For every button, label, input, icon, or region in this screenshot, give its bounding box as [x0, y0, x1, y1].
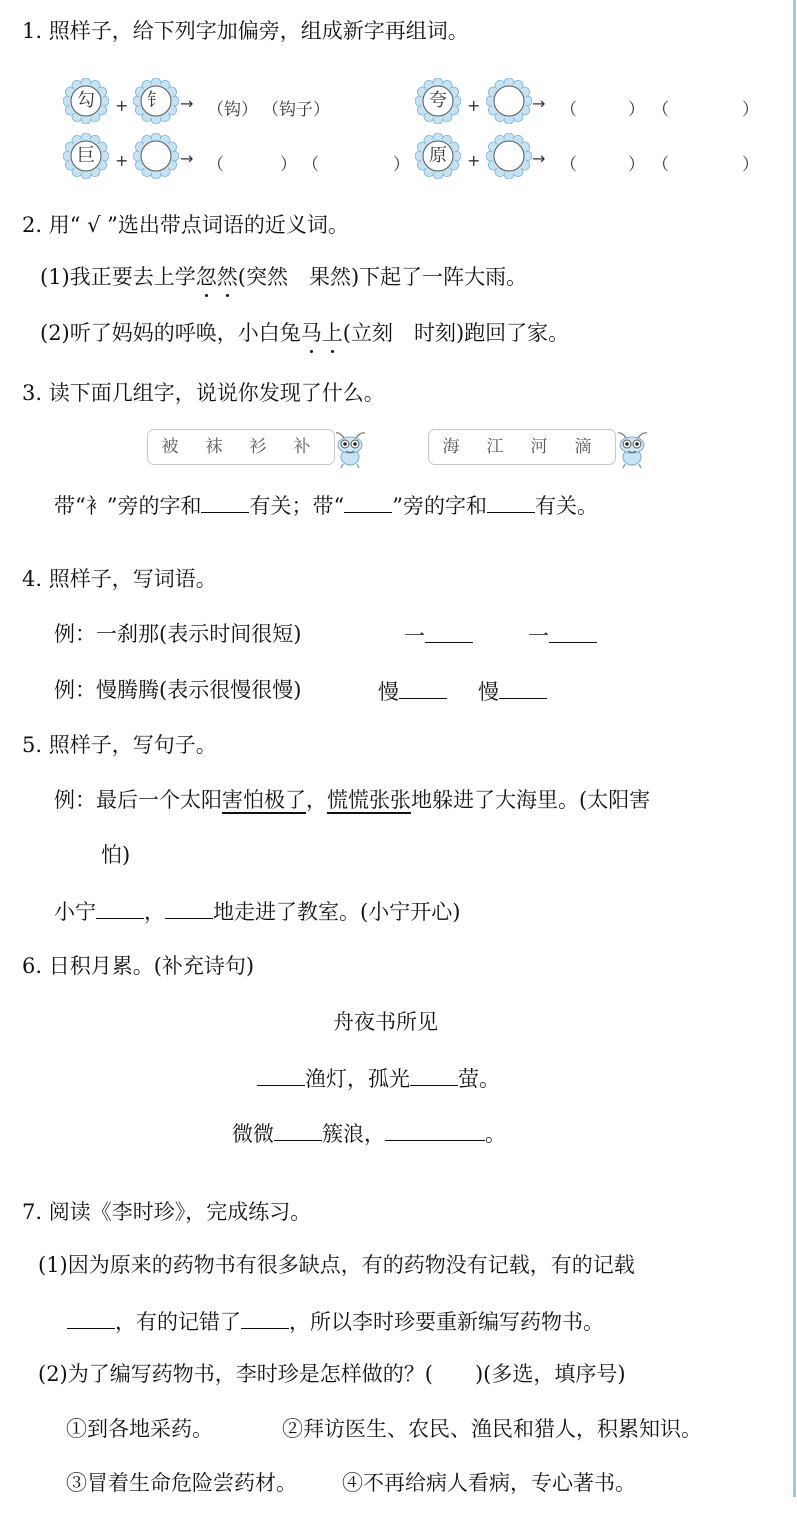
dotted-char: 忽 [195, 265, 217, 289]
q4-fill-1a [404, 620, 473, 650]
option-4: ④不再给病人看病，专心著书。 [342, 1471, 636, 1495]
char-answer-close: ） [280, 155, 297, 175]
char-answer-close: ） [628, 100, 645, 120]
example-label: 例： [54, 788, 96, 812]
q5-example [54, 786, 650, 814]
sub1-text: ，有的记错了 [115, 1310, 241, 1334]
example-text: ， [306, 788, 327, 812]
arrow-icon: → [180, 94, 194, 113]
fill-blank[interactable] [385, 1118, 485, 1141]
q3-title: 3. 读下面几组字，说说你发现了什么。 [22, 381, 385, 405]
char-answer: （钩） [207, 100, 258, 120]
q7-sub1-line1: (1)因为原来的药物书有很多缺点，有的药物没有记载，有的记载 [38, 1253, 635, 1277]
bug-mascot-icon [616, 430, 650, 470]
q2-item-1 [40, 263, 527, 291]
flower-circle-blank[interactable] [486, 78, 532, 124]
char-answer-close: ） [628, 155, 645, 175]
sentence-text: 有关。 [534, 494, 598, 518]
q4-example-2 [54, 676, 301, 704]
arrow-icon: → [180, 149, 194, 168]
plus-sign: + [467, 96, 481, 115]
fill-blank[interactable] [165, 896, 213, 919]
fill-blank[interactable] [274, 1118, 322, 1141]
sentence-text: 带“衤”旁的字和 [54, 494, 202, 518]
q2-item-text: (2)听了妈妈的呼唤，小白兔 [40, 321, 301, 345]
plus-sign: + [115, 151, 129, 170]
word-answer-close: ） [742, 100, 759, 120]
flower-circle-icon [486, 133, 532, 179]
synonym-options[interactable]: (突然 果然) [237, 265, 360, 289]
poem-text: 簇浪， [322, 1122, 385, 1146]
char-answer-open[interactable]: （ [560, 155, 577, 175]
q5-example-cont: 怕) [101, 843, 131, 867]
example-word: 慢腾腾(表示很慢很慢) [96, 678, 302, 702]
word-answer-close: ） [742, 155, 759, 175]
sentence-text: 有关；带“ [249, 494, 345, 518]
char-answer-open[interactable]: （ [207, 155, 224, 175]
fill-prefix: 慢 [378, 680, 399, 704]
group-char: 江 [486, 437, 504, 457]
dotted-char: 马 [300, 321, 322, 345]
q2-item-text: 下起了一阵大雨。 [359, 265, 528, 289]
flower-circle-base [415, 133, 461, 179]
q4-fill-2b [478, 676, 547, 706]
group-char: 衫 [249, 437, 267, 457]
word-answer-open[interactable]: （ [652, 100, 669, 120]
q4-fill-1b [528, 620, 597, 650]
page-edge-rule [793, 0, 796, 1497]
flower-circle-icon [486, 78, 532, 124]
group-char: 袜 [205, 437, 223, 457]
option-1: ①到各地采药。 [66, 1417, 213, 1441]
poem-text: 渔灯，孤光 [305, 1067, 410, 1091]
fill-blank[interactable] [241, 1306, 289, 1329]
radical-char: 钅 [147, 90, 165, 111]
poem-text: 。 [485, 1122, 506, 1146]
char-group-box-2 [428, 429, 616, 465]
fill-blank[interactable] [201, 490, 249, 513]
underlined-phrase: 害怕极了 [222, 788, 306, 812]
sentence-text: ”旁的字和 [392, 494, 487, 518]
q2-item-text: (1)我正要去上学 [40, 265, 196, 289]
char-group-box-1 [147, 429, 335, 465]
base-char: 夸 [429, 90, 447, 111]
fill-blank[interactable] [399, 676, 447, 699]
flower-circle-blank[interactable] [133, 133, 179, 179]
poem-title: 舟夜书所见 [333, 1010, 438, 1034]
option-2: ②拜访医生、农民、渔民和猎人，积累知识。 [282, 1417, 702, 1441]
q2-item-text: 跑回了家。 [464, 321, 570, 345]
flower-circle-base [63, 78, 109, 124]
fill-blank[interactable] [499, 676, 547, 699]
synonym-options[interactable]: (立刻 时刻) [342, 321, 465, 345]
exercise-text: ， [144, 900, 165, 924]
base-char: 巨 [77, 145, 95, 166]
plus-sign: + [467, 151, 481, 170]
group-char: 被 [161, 437, 179, 457]
example-label: 例： [54, 622, 96, 646]
underlined-phrase: 慌慌张张 [327, 788, 411, 812]
fill-prefix: 一 [404, 624, 425, 648]
fill-blank[interactable] [425, 620, 473, 643]
flower-circle-radical [133, 78, 179, 124]
fill-prefix: 慢 [478, 680, 499, 704]
q7-sub2-question: (2)为了编写药物书，李时珍是怎样做的？( )(多选，填序号) [38, 1362, 626, 1386]
group-char: 滴 [574, 437, 592, 457]
q2-title: 2. 用“ √ ”选出带点词语的近义词。 [22, 213, 349, 237]
option-3: ③冒着生命危险尝药材。 [66, 1471, 297, 1495]
char-answer-open[interactable]: （ [560, 100, 577, 120]
fill-blank[interactable] [96, 896, 144, 919]
arrow-icon: → [532, 149, 546, 168]
flower-circle-base [63, 133, 109, 179]
group-char: 补 [293, 437, 311, 457]
q5-title: 5. 照样子，写句子。 [22, 733, 217, 757]
fill-prefix: 一 [528, 624, 549, 648]
example-text: 最后一个太阳 [96, 788, 222, 812]
flower-circle-icon [133, 133, 179, 179]
q2-item-2 [40, 319, 569, 347]
word-answer-close: ） [393, 155, 410, 175]
fill-blank[interactable] [549, 620, 597, 643]
poem-text: 萤。 [458, 1067, 500, 1091]
q6-title: 6. 日积月累。(补充诗句) [22, 954, 255, 978]
fill-blank[interactable] [257, 1063, 305, 1086]
flower-circle-blank[interactable] [486, 133, 532, 179]
group-char: 河 [530, 437, 548, 457]
fill-blank[interactable] [67, 1306, 115, 1329]
example-word: 一刹那(表示时间很短) [96, 622, 302, 646]
bug-mascot-icon [334, 430, 368, 470]
q4-example-1 [54, 620, 301, 648]
q7-sub1-line2 [67, 1306, 604, 1336]
sub1-text: ，所以李时珍要重新编写药物书。 [289, 1310, 604, 1334]
exercise-text: 地走进了教室。(小宁开心) [213, 900, 461, 924]
exercise-text: 小宁 [54, 900, 96, 924]
flower-circle-base [415, 78, 461, 124]
base-char: 勾 [77, 90, 95, 111]
q5-exercise [54, 896, 460, 926]
group-char: 海 [442, 437, 460, 457]
poem-text: 微微 [232, 1122, 274, 1146]
example-label: 例： [54, 678, 96, 702]
word-answer-open[interactable]: （ [652, 155, 669, 175]
arrow-icon: → [532, 94, 546, 113]
fill-blank[interactable] [410, 1063, 458, 1086]
plus-sign: + [115, 96, 129, 115]
word-answer-open[interactable]: （ [302, 155, 319, 175]
base-char: 原 [429, 145, 447, 166]
q4-fill-2a [378, 676, 447, 706]
example-text: 地躲进了大海里。(太阳害 [411, 788, 651, 812]
dotted-char: 上 [321, 321, 343, 345]
q1-title: 1. 照样子，给下列字加偏旁，组成新字再组词。 [22, 19, 469, 43]
poem-line-2 [232, 1118, 506, 1148]
q4-title: 4. 照样子，写词语。 [22, 567, 217, 591]
dotted-char: 然 [216, 265, 238, 289]
poem-line-1 [257, 1063, 500, 1093]
fill-blank[interactable] [344, 490, 392, 513]
q3-sentence [54, 490, 598, 520]
fill-blank[interactable] [487, 490, 535, 513]
q7-title: 7. 阅读《李时珍》，完成练习。 [22, 1200, 312, 1224]
word-answer: （钩子） [262, 100, 330, 120]
